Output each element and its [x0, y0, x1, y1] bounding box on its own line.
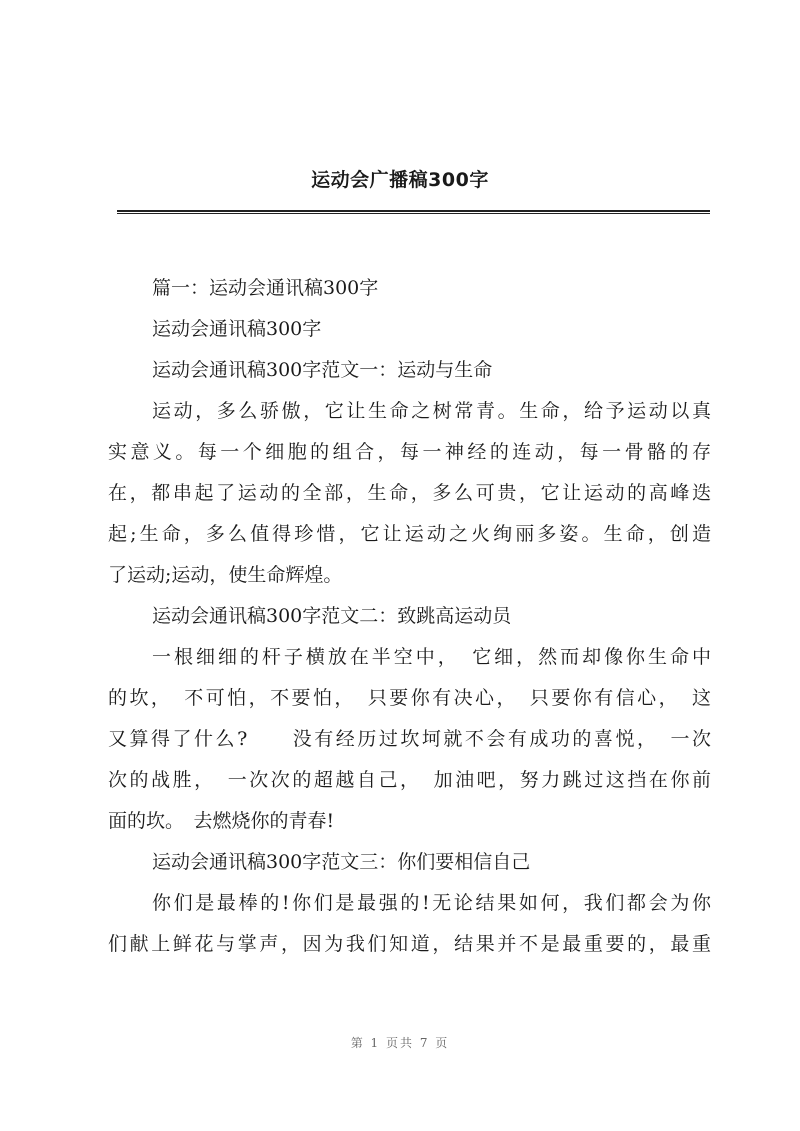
text-line: 运动会通讯稿300字	[152, 318, 322, 340]
text-line: 次的战胜， 一次次的超越自己， 加油吧，努力跳过这挡在你前	[108, 769, 711, 791]
text-line: 运动会通讯稿300字范文三：你们要相信自己	[152, 851, 531, 873]
text-line: 运动，多么骄傲，它让生命之树常青。生命，给予运动以真	[152, 400, 711, 422]
text-line: 们献上鲜花与掌声，因为我们知道，结果并不是最重要的，最重	[108, 933, 711, 955]
text-line: 在，都串起了运动的全部，生命，多么可贵，它让运动的高峰迭	[108, 482, 711, 504]
text-line: 又算得了什么? 没有经历过坎坷就不会有成功的喜悦， 一次	[108, 728, 711, 750]
text-line: 了运动;运动，使生命辉煌。	[108, 564, 343, 586]
document-body	[108, 268, 711, 965]
text-line: 面的坎。 去燃烧你的青春!	[108, 810, 335, 832]
text-line: 运动会通讯稿300字范文二：致跳高运动员	[152, 605, 512, 627]
text-line: 你们是最棒的!你们是最强的!无论结果如何，我们都会为你	[152, 892, 711, 914]
document-title: 运动会广播稿300字	[311, 169, 489, 191]
text-line: 运动会通讯稿300字范文一：运动与生命	[152, 359, 493, 381]
text-line: 的坎， 不可怕，不要怕， 只要你有决心， 只要你有信心， 这	[108, 687, 711, 709]
title-divider	[117, 210, 710, 214]
page-number-footer: 第 1 页共 7 页	[350, 1036, 450, 1050]
text-line: 篇一：运动会通讯稿300字	[152, 277, 379, 299]
text-line: 起;生命，多么值得珍惜，它让运动之火绚丽多姿。生命，创造	[108, 523, 711, 545]
text-line: 实意义。每一个细胞的组合，每一神经的连动，每一骨骼的存	[108, 441, 711, 463]
text-line: 一根细细的杆子横放在半空中， 它细，然而却像你生命中	[152, 646, 711, 668]
